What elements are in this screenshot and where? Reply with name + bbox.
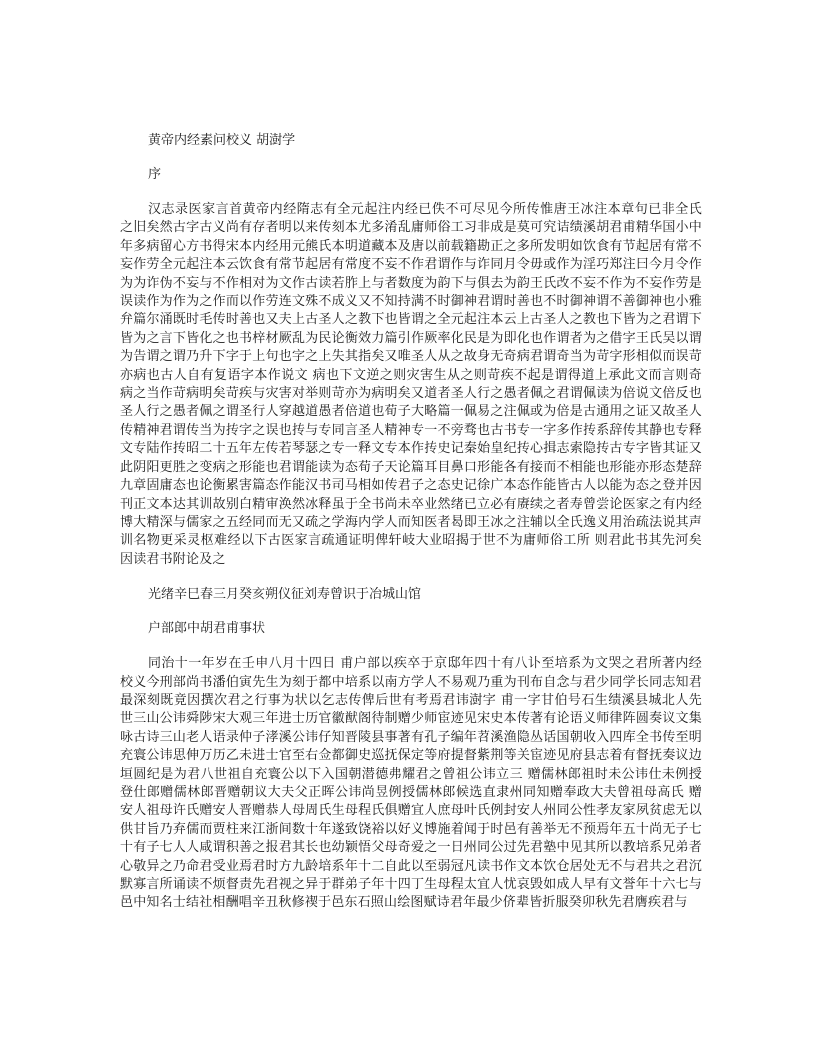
- biography-body: 同治十一年岁在壬申八月十四日 甫户部以疾卒于京邸年四十有八讣至培系为文哭之君所著内经校义今刑部尚书潘伯寅先生为刻于都中培系以南方学人不易观乃重为刊布自念与君少同学长同志知君最深刻既竟因撰次君之行事为状以乞志传俾后世有考焉君讳澍字 甫一字甘伯号石生绩溪县城北人先世三山公讳舜陟宋大观三年进士历官徽猷阁待制赠少师宦迹见宋史本传著有论语义师律阵圆奏议文集咏古诗三山老人语录仲子涍溪公讳仔知晋陵县事著有孔子编年苕溪渔隐丛话国朝收入四库全书传至明充寰公讳思伸万历乙未进士官至右佥都御史巡抚保定等府提督紫荆等关宦迹见府县志着有督抚奏议边垣圆纪是为君八世祖自充寰公以下入国朝潜德弗耀君之曾祖公讳立三 赠儒林郎祖时未公讳仕未例授登仕郎赠儒林郎晋赠朝议大夫父正晖公讳尚昱例授儒林郎候选直隶州同知赠奉政大夫曾祖母高氏 赠安人祖母许氏赠安人晋赠恭人母周氏生母程氏俱赠宜人庶母叶氏例封安人州同公性孝友家夙贫虑无以供甘旨乃弃儒而贾柱来江浙间数十年遂致饶裕以好义博施着闻于时邑有善举无不预焉年五十尚无子七十有子七人人咸谓积善之报君其长也幼颖悟父母奇爱之一日州同公过先君塾中见其所以教培系兄弟者心敬异之乃命君受业焉君时方九龄培系年十二自此以至弱冠凡读书作文本饮仓居处无不与君共之君沉默寡言所诵读不烦督责先君视之异于群弟子年十四丁生母程太宜人忧哀毁如成人早有文誉年十六七与邑中知名士结社相酬唱辛丑秋修禊于邑东石照山绘图赋诗君年最少侪辈皆折服癸卯秋先君膺疾君与: [120, 656, 702, 911]
- preface-heading: 序: [148, 167, 162, 182]
- biography-heading: 户部郎中胡君甫事状: [148, 621, 266, 637]
- document-page: [120, 133, 702, 931]
- preface-dateline: 光绪辛巳春三月癸亥朔仪征刘寿曾识于冶城山馆: [148, 587, 422, 603]
- document-title: 黄帝内经素问校义 胡澍学: [148, 133, 296, 148]
- preface-body: 汉志录医家言首黄帝内经隋志有全元起注内经已佚不可尽见今所传惟唐王冰注本章句已非全氏之旧矣然古字古义尚有存者明以来传刻本尤多淆乱庸师俗工习非成是莫可究诘绩溪胡君甫精华国小中年多病留心方书得宋本内经用元熊氏本明道藏本及唐以前载籍勘正之多所发明如饮食有节起居有常不妄作劳全元起注本云饮食有常节起居有常度不妄不作君谓作与诈同月令毋或作为淫巧郑注曰今月令作为为诈伪不妄与不作相对为文作古读若胙上与者数度为韵下与俱去为韵王氏改不妄不作为不妄作劳是误读作为作为之作而以作劳连文殊不成义又不知持满不时御神君谓时善也不时御神谓不善御神也小雅 弁篇尔涌既时毛传时善也又夫上古圣人之教下也皆谓之全元起注本云上古圣人之教也下皆为之君谓下皆为之言下皆化之也书梓材厥乱为民论衡效力篇引作厥率化民是为即化也作谓者为之借字王氏吴以谓为告谓之谓乃升下字于上句也字之上失其指矣又唯圣人从之故身无奇病君谓奇当为苛字形相似而误苛亦病也古人自有复语字本作说文 病也下文逆之则灾害生从之则苛疾不起是谓得道上承此文而言则奇病之当作苛病明矣苛疾与灾害对举则苛亦为病明矣又道者圣人行之愚者佩之君谓佩读为倍说文倍反也圣人行之愚者佩之谓圣行人穿越道愚者倍道也荀子大略篇一佩易之注佩或为倍是古通用之证又故圣人传精神君谓传当为抟字之误也抟与专同言圣人精神专一不旁骛也古书专一字多作抟系辞传其静也专释文专陆作抟昭二十五年左传若琴瑟之专一释文专本作抟史记秦始皇纪抟心揖志索隐抟古专字皆其证又此阴阳更胜之变病之形能也君谓能读为态荀子天论篇耳目鼻口形能各有接而不相能也形能亦形态楚辞九章固庸态也论衡累害篇态作能汉书司马相如传君子之态史记徐广本态作能皆古人以能为态之登并因刊正文本达其训故别白精审涣然冰释虽于全书尚未卒业然绪已立必有赓续之者寿曾尝论医家之有内经博大精深与儒家之五经同而无又疏之学海内学人而知医者曷即王冰之注辅以全氏逸义用治疏法说其声训名物更采灵枢难经以下古医家言疏通证明俾轩岐大业昭揭于世不为庸师俗工所 则君此书其先河矣因读君书附论及之: [120, 202, 702, 567]
